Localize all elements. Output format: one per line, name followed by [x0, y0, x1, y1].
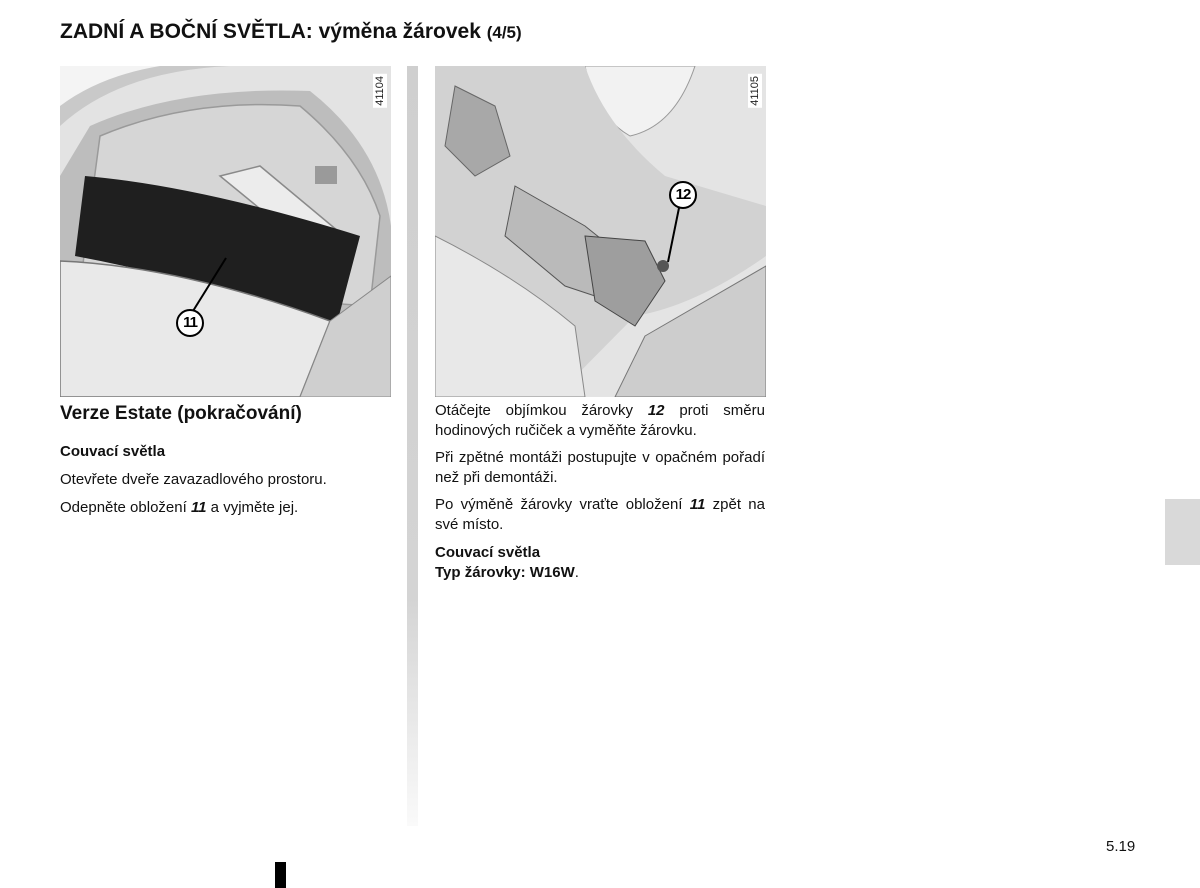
crop-mark [275, 862, 286, 888]
subheading-reversing-lights: Couvací světla [60, 443, 166, 460]
title-main: ZADNÍ A BOČNÍ SVĚTLA: výměna žárovek [60, 20, 481, 43]
page-number: 5.19 [1106, 838, 1136, 855]
instruction-turn-holder: Otáčejte objímkou žárovky 12 proti směru hodinových ručiček a vyměňte žárovku. [435, 402, 765, 439]
bulb-spec [435, 543, 579, 583]
bulb-spec-title: Couvací světla [435, 544, 541, 561]
ref-11: 11 [689, 496, 706, 513]
figure-reference-code: 41105 [749, 76, 761, 106]
instruction-reassembly: Při zpětné montáži postupujte v opačném pořadí než při demontáži. [435, 449, 765, 486]
callout-12: 12 [669, 181, 697, 209]
section-title: Verze Estate (pokračování) [60, 403, 302, 424]
figure-tailgate-trim [60, 66, 391, 397]
instruction-refit-trim: Po výměně žárovky vraťte obložení 11 zpět na své místo. [435, 496, 765, 533]
chapter-tab [1165, 499, 1200, 565]
bulb-spec-type: Typ žárovky: W16W. [435, 564, 579, 581]
instruction-open-boot: Otevřete dveře zavazadlového prostoru. [60, 471, 327, 488]
instruction-remove-trim: Odepněte obložení 11 a vyjměte jej. [60, 499, 299, 516]
page-title [60, 20, 522, 44]
title-part: (4/5) [486, 23, 522, 42]
tailgate-illustration [60, 66, 391, 397]
callout-11: 11 [176, 309, 204, 337]
figure-reference-code: 41104 [374, 76, 386, 106]
ref-12: 12 [647, 402, 665, 419]
column-divider [407, 66, 418, 826]
figure-bulb-holder [435, 66, 766, 397]
bulb-holder-illustration [435, 66, 766, 397]
ref-11: 11 [190, 499, 207, 516]
